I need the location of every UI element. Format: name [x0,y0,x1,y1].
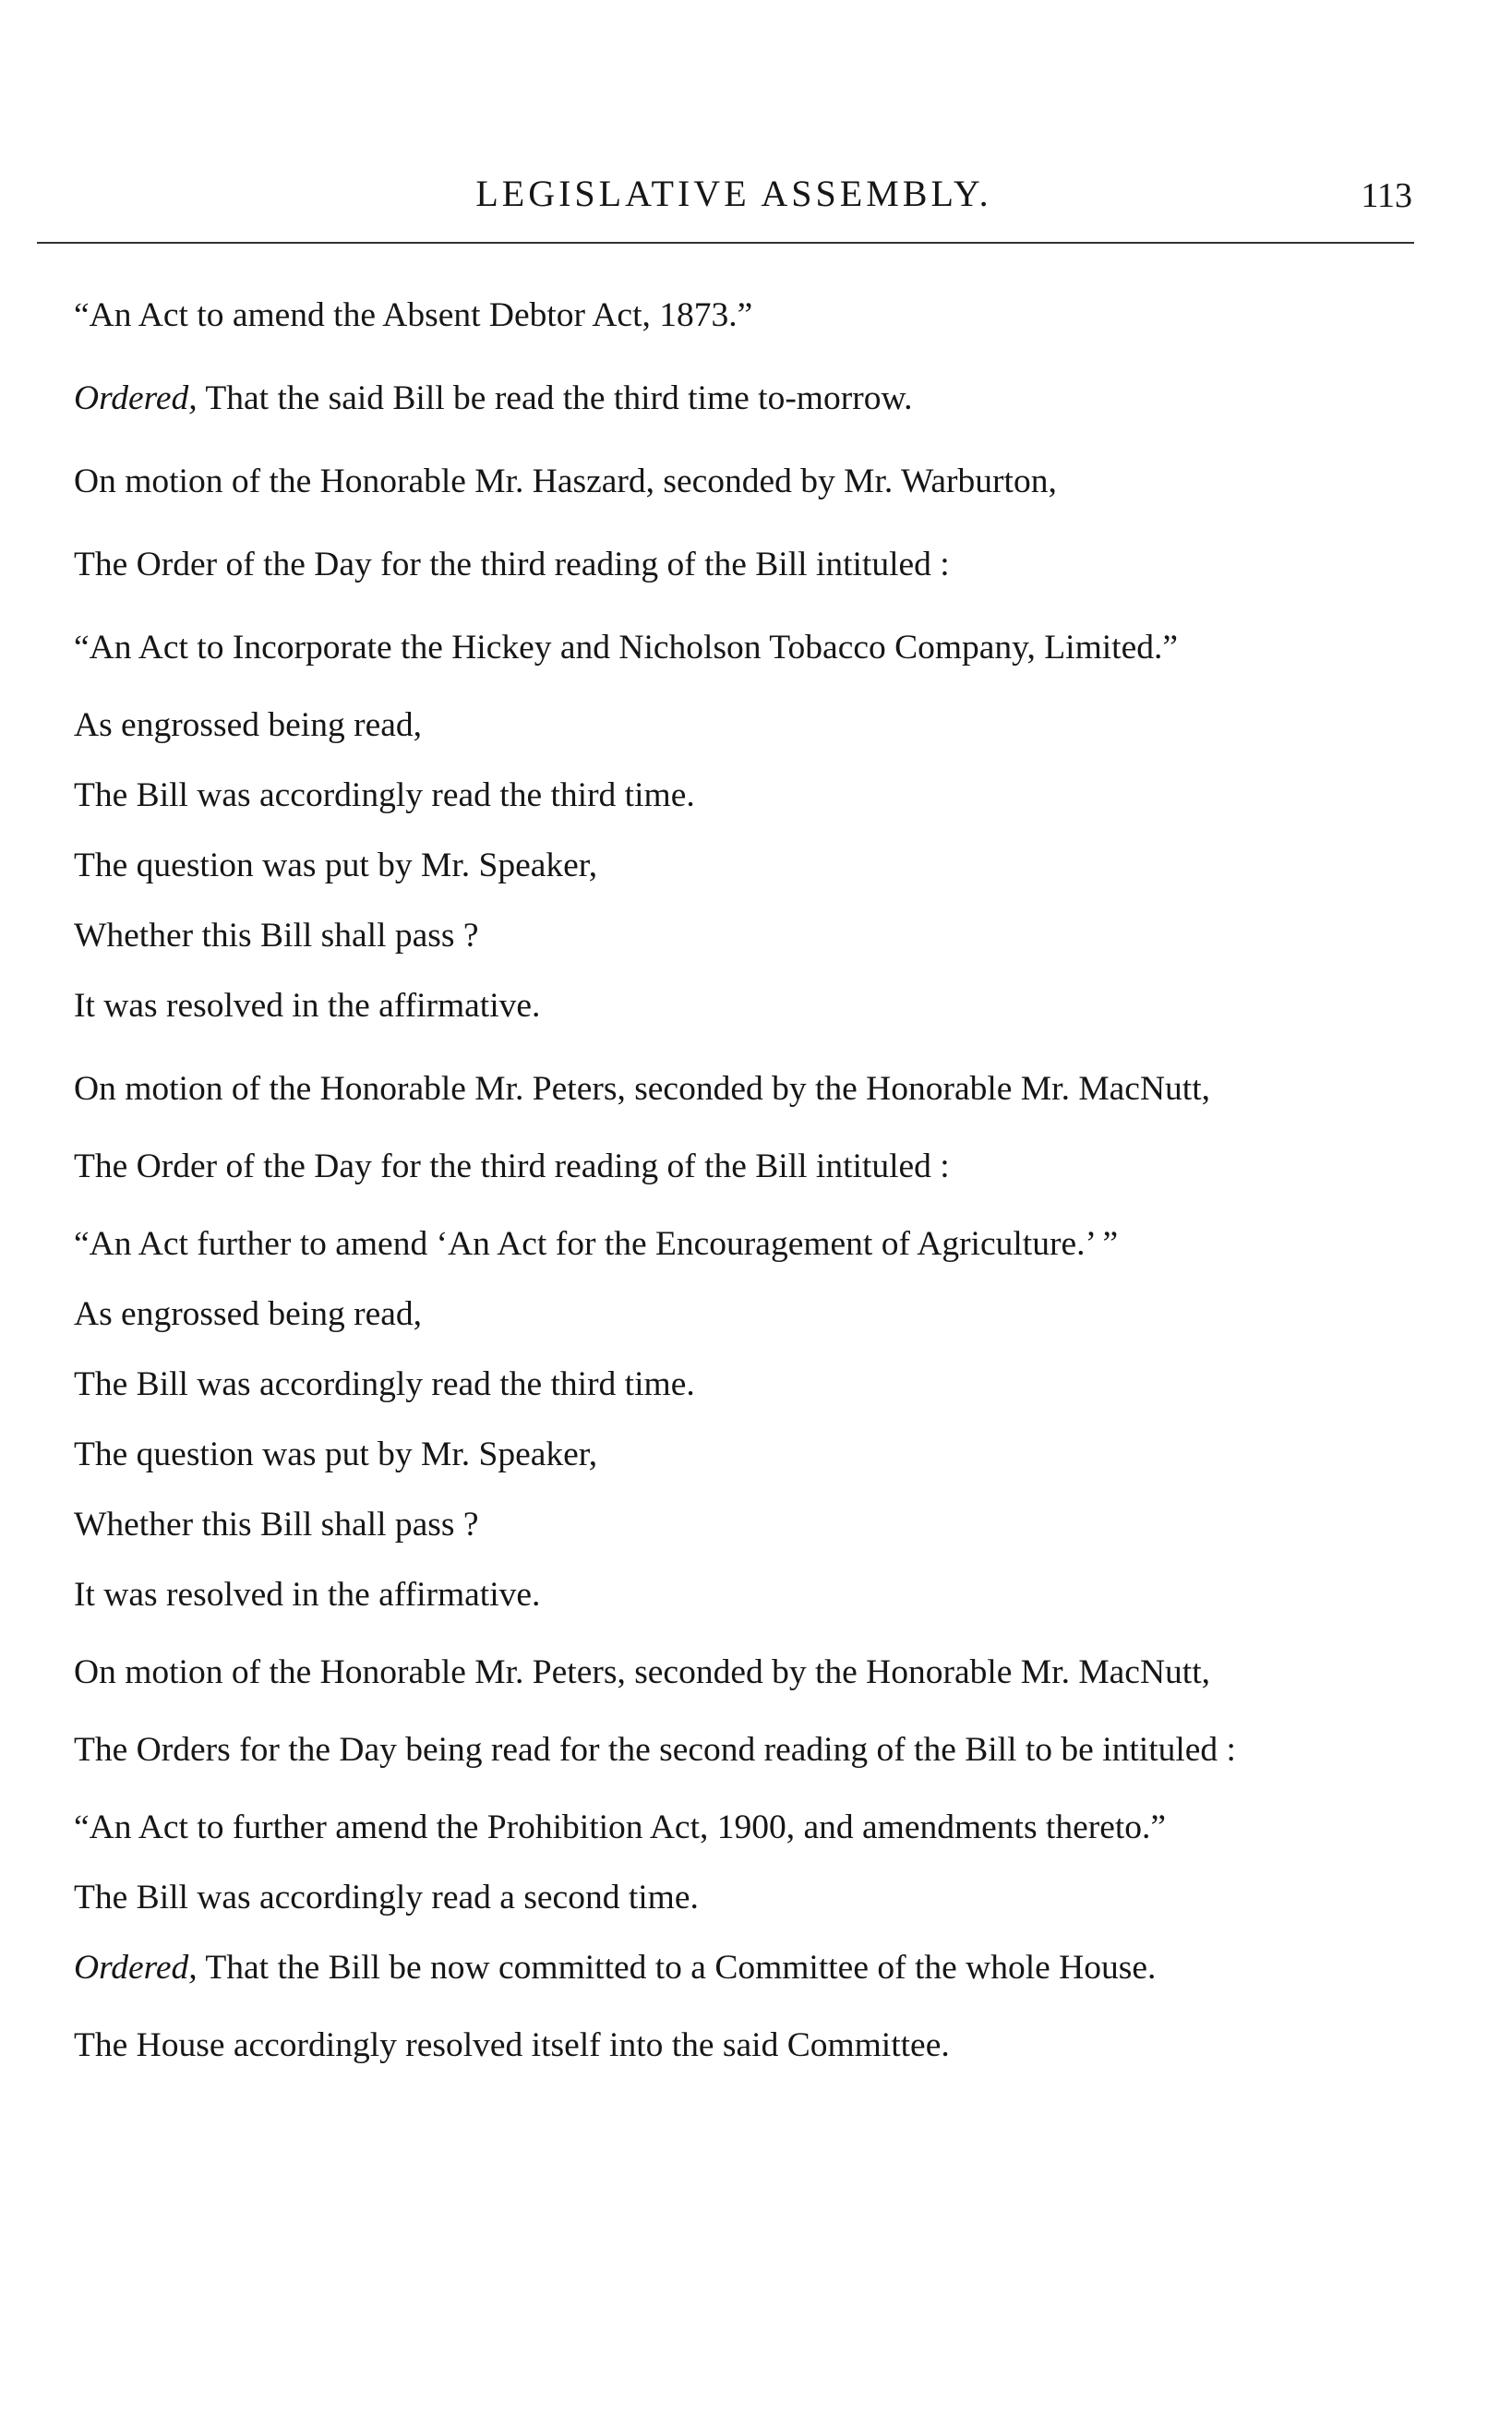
paragraph-as-engrossed: As engrossed being read, [74,1295,422,1333]
paragraph-act-agriculture: “An Act further to amend ‘An Act for the Encouragement of Agriculture.’ ” [74,1225,1119,1263]
paragraph-resolved-affirmative: It was resolved in the affirmative. [74,987,541,1025]
paragraph-whether-pass: Whether this Bill shall pass ? [74,1506,479,1544]
body-text [46,295,1436,2066]
paragraph-text: That the said Bill be read the third time to-morrow. [197,379,913,417]
paragraph-ordered-third-reading [46,378,1436,419]
paragraph-order-of-day: The Order of the Day for the third reading of the Bill intituled : [74,1147,950,1185]
ordered-label: Ordered, [74,1949,198,1987]
ordered-label: Ordered, [74,379,198,417]
paragraph-text: That the Bill be now committed to a Committee of the whole House. [197,1949,1157,1987]
paragraph-question-put: The question was put by Mr. Speaker, [74,1436,598,1473]
paragraph-house-resolved: The House accordingly resolved itself into the said Committee. [74,2026,950,2064]
paragraph-motion-peters: On motion of the Honorable Mr. Peters, seconded by the Honorable Mr. MacNutt, [74,1070,1210,1108]
paragraph-order-of-day: The Order of the Day for the third reading of the Bill intituled : [74,546,950,583]
paragraph-read-third-time: The Bill was accordingly read the third time. [74,1365,695,1403]
paragraph-act-prohibition: “An Act to further amend the Prohibition Act, 1900, and amendments thereto.” [74,1808,1167,1846]
paragraph-motion-haszard: On motion of the Honorable Mr. Haszard, seconded by Mr. Warburton, [74,463,1057,500]
paragraph-ordered-committee [46,1948,1436,1988]
paragraph-orders-second-reading: The Orders for the Day being read for the second reading of the Bill to be intituled : [74,1731,1236,1769]
paragraph-resolved-affirmative: It was resolved in the affirmative. [74,1576,541,1614]
paragraph-motion-peters: On motion of the Honorable Mr. Peters, seconded by the Honorable Mr. MacNutt, [74,1653,1210,1691]
paragraph-question-put: The question was put by Mr. Speaker, [74,847,598,884]
paragraph-act-tobacco-company: “An Act to Incorporate the Hickey and Nicholson Tobacco Company, Limited.” [74,629,1178,667]
page-header [37,162,1412,218]
paragraph-whether-pass: Whether this Bill shall pass ? [74,917,479,955]
paragraph-act-absent-debtor: “An Act to amend the Absent Debtor Act, 1873.” [74,296,753,334]
paragraph-read-third-time: The Bill was accordingly read the third time. [74,776,695,814]
paragraph-as-engrossed: As engrossed being read, [74,706,422,744]
running-title: LEGISLATIVE ASSEMBLY. [475,173,992,214]
header-rule [37,242,1414,244]
paragraph-read-second-time: The Bill was accordingly read a second time. [74,1879,699,1916]
page-number: 113 [1361,176,1412,215]
